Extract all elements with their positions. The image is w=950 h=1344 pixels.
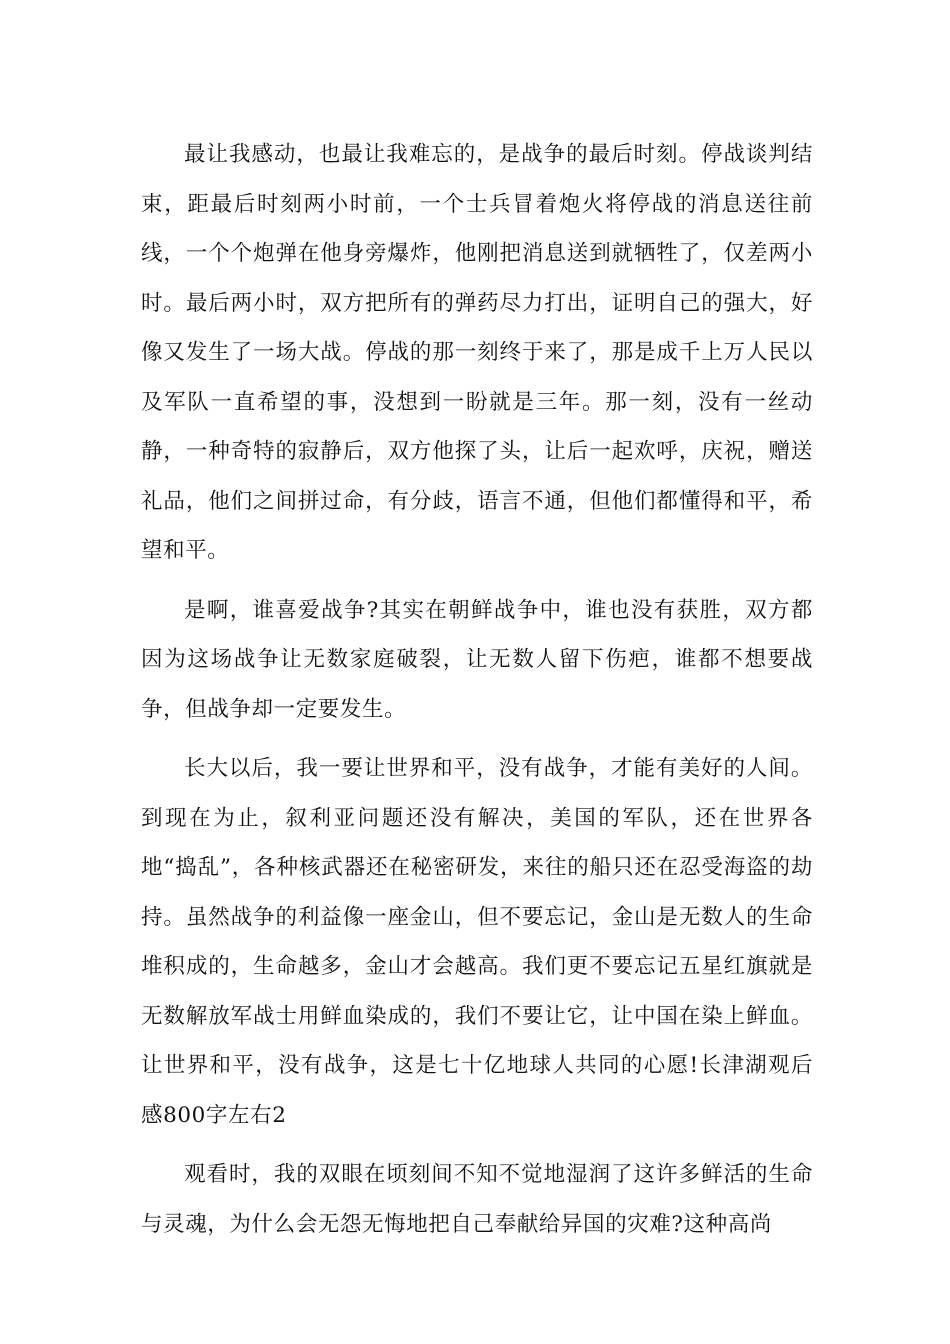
paragraph-1: 最让我感动，也最让我难忘的，是战争的最后时刻。停战谈判结束，距最后时刻两小时前，一个士兵冒着炮火将停战的消息送往前线，一个个炮弹在他身旁爆炸，他刚把消息送到就牺牲了，仅差两小时。最后两小时，双方把所有的弹药尽力打出，证明自己的强大，好像又发生了一场大战。停战的那一刻终于来了，那是成千上万人民以及军队一直希望的事，没想到一盼就是三年。那一刻，没有一丝动静，一种奇特的寂静后，双方他探了头，让后一起欢呼，庆祝，赠送礼品，他们之间拼过命，有分歧，语言不通，但他们都懂得和平，希望和平。 — [141, 142, 813, 563]
paragraph-3: 长大以后，我一要让世界和平，没有战争，才能有美好的人间。到现在为止，叙利亚问题还没有解决，美国的军队，还在世界各地“捣乱”，各种核武器还在秘密研发，来往的船只还在忍受海盗的劫持。虽然战争的利益像一座金山，但不要忘记，金山是无数人的生命堆积成的，生命越多，金山才会越高。我们更不要忘记五星红旗就是无数解放军战士用鲜血染成的，我们不要让它，让中国在染上鲜血。让世界和平，没有战争，这是七十亿地球人共同的心愿!长津湖观后感800字左右2 — [141, 756, 813, 1128]
paragraph-2: 是啊，谁喜爱战争?其实在朝鲜战争中，谁也没有获胜，双方都因为这场战争让无数家庭破裂，让无数人留下伤疤，谁都不想要战争，但战争却一定要发生。 — [141, 597, 813, 722]
paragraph-4: 观看时，我的双眼在顷刻间不知不觉地湿润了这许多鲜活的生命与灵魂，为什么会无怨无悔地把自己奉献给异国的灾难?这种高尚 — [141, 1162, 813, 1237]
document-body — [141, 130, 813, 1259]
